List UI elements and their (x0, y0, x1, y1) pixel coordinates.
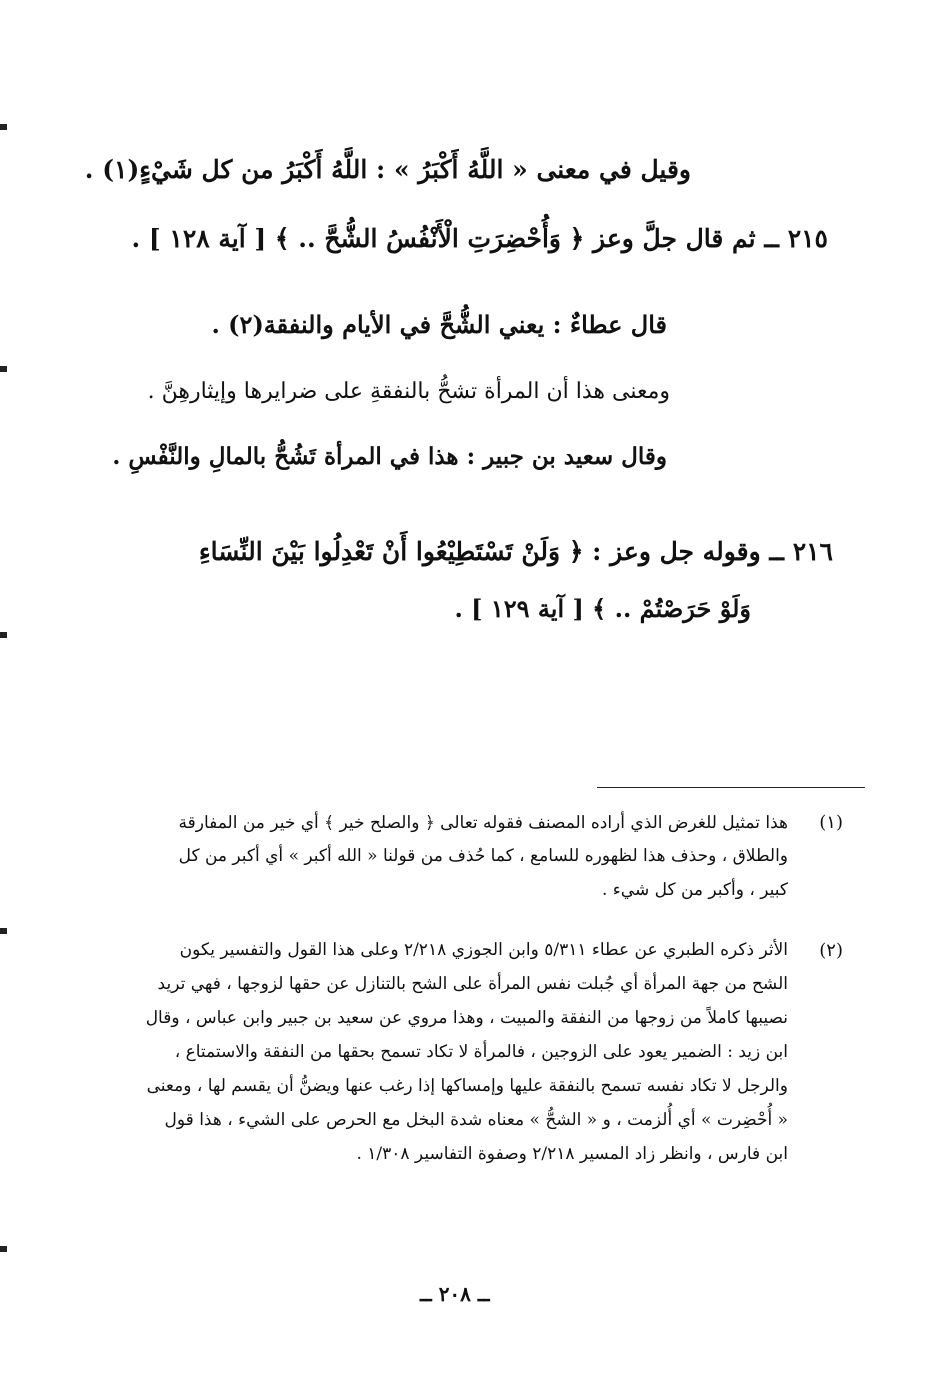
text-line: وَلَوْ حَرَصْتُمْ .. ﴾ [ آية ١٢٩ ] . (454, 594, 751, 623)
page-number: ــ ٢٠٨ ــ (420, 1282, 490, 1306)
scan-edge-mark (0, 928, 7, 934)
footnote-number: (١) (819, 812, 843, 833)
scan-edge-mark (0, 1246, 7, 1252)
footnote-separator (597, 787, 865, 788)
text-line: ومعنى هذا أن المرأة تشحُّ بالنفقةِ على ضرايرها وإيثارهِنَّ . (147, 379, 670, 404)
text-line: قال عطاءٌ : يعني الشُّحَّ في الأيام والنفقة(٢) . (211, 310, 667, 339)
footnote-line: والطلاق ، وحذف هذا لظهوره للسامع ، كما حُذف من قولنا « الله أكبر » أي أكبر من كل (178, 846, 788, 866)
text-line: ٢١٥ ــ ثم قال جلَّ وعز ﴿ وَأُحْضِرَتِ الْأَنْفُسُ الشُّحَّ .. ﴾ [ آية ١٢٨ ] . (131, 224, 828, 253)
text-line: وقال سعيد بن جبير : هذا في المرأة تَشُحُّ بالمالِ والنَّفْسِ . (112, 443, 667, 470)
footnote-line: نصيبها كاملاً من زوجها من النفقة والمبيت ، وهذا مروي عن سعيد بن جبير وابن عباس ، وقال (145, 1008, 788, 1028)
text-line: ٢١٦ ــ وقوله جل وعز : ﴿ وَلَنْ تَسْتَطِيْعُوا أَنْ تَعْدِلُوا بَيْنَ النِّسَاءِ (198, 537, 833, 566)
scan-edge-mark (0, 366, 7, 372)
footnote-line: كبير ، وأكبر من كل شيء . (601, 880, 788, 900)
footnote-line: ابن زيد : الضمير يعود على الزوجين ، فالمرأة لا تكاد تسمح بحقها من النفقة والاستمتاع ، (174, 1042, 788, 1062)
scan-edge-mark (0, 124, 7, 130)
footnote-line: الشح من جهة المرأة أي جُبلت نفس المرأة على الشح بالتنازل عن حقها لزوجها ، فهي تريد (157, 974, 788, 994)
footnote-line: ابن فارس ، وانظر زاد المسير ٢/٢١٨ وصفوة التفاسير ١/٣٠٨ . (356, 1144, 788, 1164)
footnote-line: « أُحْضِرت » أي أُلزمت ، و « الشحُّ » معناه شدة البخل مع الحرص على الشيء ، هذا قول (164, 1110, 788, 1130)
footnote-line: هذا تمثيل للغرض الذي أراده المصنف فقوله تعالى ﴿ والصلح خير ﴾ أي خير من المفارقة (178, 813, 788, 833)
footnote-line: الأثر ذكره الطبري عن عطاء ٥/٣١١ وابن الجوزي ٢/٢١٨ وعلى هذا القول والتفسير يكون (179, 940, 788, 960)
text-line: وقيل في معنى « اللَّهُ أَكْبَرُ » : اللَّهُ أَكْبَرُ من كل شَيْءٍ(١) . (84, 155, 691, 184)
footnote-line: والرجل لا تكاد نفسه تسمح بالنفقة عليها وإمساكها إذا رغب عنها ويضنُّ أن يقسم لها ، ومعنى (146, 1076, 788, 1096)
scan-edge-mark (0, 632, 7, 638)
footnote-number: (٢) (819, 940, 843, 961)
